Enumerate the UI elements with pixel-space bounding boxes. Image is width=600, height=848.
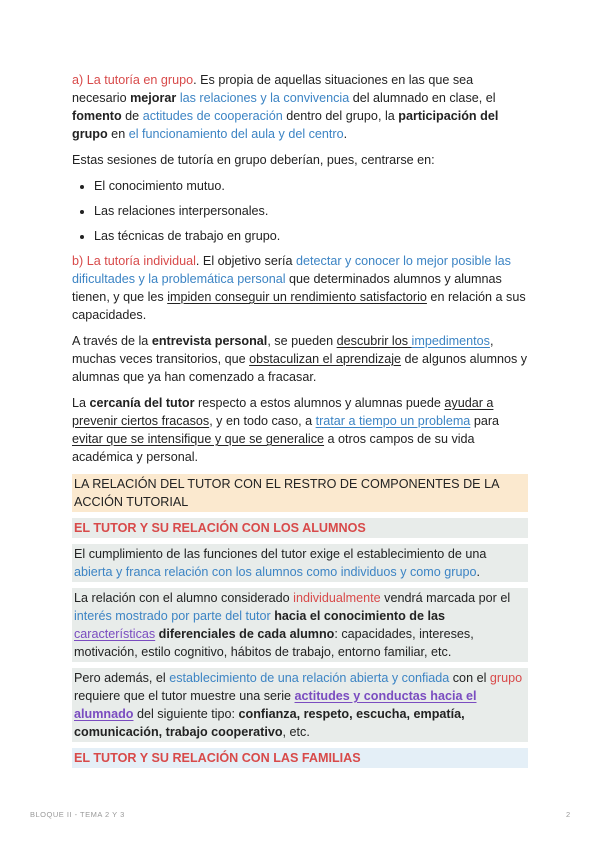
bullet-list (72, 177, 528, 245)
list-item: • El conocimiento mutuo. (94, 177, 528, 195)
section-heading-main: LA RELACIÓN DEL TUTOR CON EL RESTRO DE COMPONENTES DE LA ACCIÓN TUTORIAL (72, 474, 528, 512)
paragraph-cercania: La cercanía del tutor respecto a estos alumnos y alumnas puede ayudar a prevenir ciertos fracasos, y en todo caso, a tratar a tiempo un problema para evitar que se intensifique y que se generalice a otros campos de su vida académica y personal. (72, 396, 500, 464)
list-item: • Las relaciones interpersonales. (94, 202, 528, 220)
section-heading-familias: EL TUTOR Y SU RELACIÓN CON LAS FAMILIAS (72, 748, 528, 768)
paragraph-relacion-individual: La relación con el alumno considerado individualmente vendrá marcada por el interés mostrado por parte del tutor hacia el conocimiento de las características diferenciales de cada alumno: capacidades, intereses, motivación, estilo cognitivo, hábitos de trabajo, entorno familiar, etc. (72, 588, 528, 662)
document-body (72, 71, 528, 774)
paragraph-tutoria-individual: b) La tutoría individual. El objetivo sería detectar y conocer lo mejor posible las dificultades y la problemática personal que determinados alumnos y alumnas tienen, y que les impiden conseguir un rendimiento satisfactorio en relación a sus capacidades. (72, 254, 526, 322)
section-heading-alumnos: EL TUTOR Y SU RELACIÓN CON LOS ALUMNOS (72, 518, 528, 538)
paragraph-funciones: El cumplimiento de las funciones del tutor exige el establecimiento de una abierta y franca relación con los alumnos como individuos y como grupo. (72, 544, 528, 582)
list-item: • Las técnicas de trabajo en grupo. (94, 227, 528, 245)
paragraph-relacion-grupo: Pero además, el establecimiento de una relación abierta y confiada con el grupo requiere que el tutor muestre una serie actitudes y conductas hacia el alumnado del siguiente tipo: confianza, respeto, escucha, empatía, comunicación, trabajo cooperativo, etc. (72, 668, 528, 742)
paragraph-entrevista: A través de la entrevista personal, se pueden descubrir los impedimentos, muchas veces transitorios, que obstaculizan el aprendizaje de algunos alumnos y alumnas que ya han comenzado a fracasar. (72, 334, 528, 384)
footer-label: BLOQUE II - TEMA 2 Y 3 (30, 810, 125, 819)
paragraph-tutoria-grupo: a) La tutoría en grupo. Es propia de aquellas situaciones en las que sea necesario mejorar las relaciones y la convivencia del alumnado en clase, el fomento de actitudes de cooperación dentro del grupo, la participación del grupo en el funcionamiento del aula y del centro. (72, 73, 499, 141)
paragraph-sesiones: Estas sesiones de tutoría en grupo deberían, pues, centrarse en: (72, 153, 435, 167)
page-number: 2 (566, 810, 571, 819)
